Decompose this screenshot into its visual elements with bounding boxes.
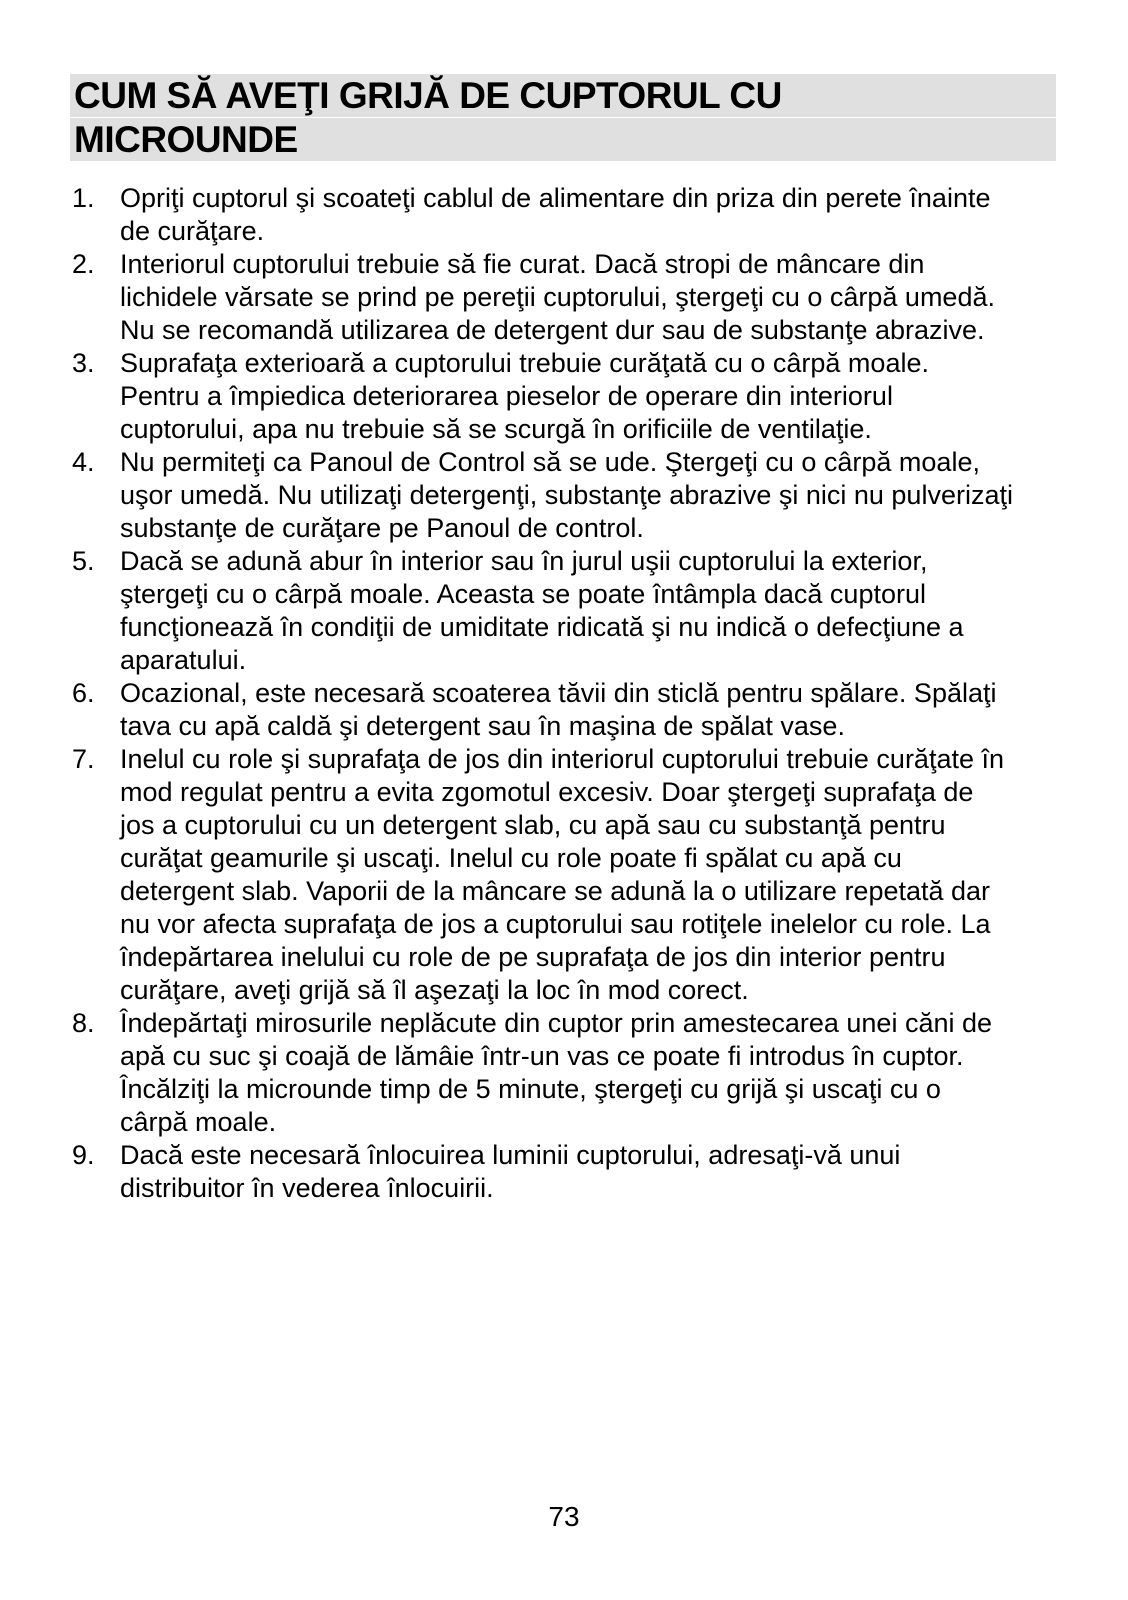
list-item: Dacă este necesară înlocuirea luminii cuptorului, adresaţi-vă unui distribuitor în vederea înlocuirii. xyxy=(120,1140,901,1203)
list-item: Îndepărtaţi mirosurile neplăcute din cuptor prin amestecarea unei căni de apă cu suc şi coajă de lămâie într-un vas ce poate fi introdus în cuptor. Încălziţi la microunde timp de 5 minute, ştergeţi cu grijă şi uscaţi cu o cârpă moale. xyxy=(120,1008,993,1137)
care-instructions-list xyxy=(72,182,1014,1205)
page-title-line-2: MICROUNDE xyxy=(70,118,1056,161)
list-item: Suprafaţa exterioară a cuptorului trebuie curăţată cu o cârpă moale. Pentru a împiedica deteriorarea pieselor de operare din interiorul cuptorului, apa nu trebuie să se scurgă în orificiile de ventilaţie. xyxy=(120,348,929,444)
list-item: Dacă se adună abur în interior sau în jurul uşii cuptorului la exterior, ştergeţi cu o cârpă moale. Aceasta se poate întâmpla dacă cuptorul funcţionează în condiţii de umiditate ridicată şi nu indică o defecţiune a aparatului. xyxy=(120,546,964,675)
page-number: 73 xyxy=(548,1501,580,1532)
list-item: Opriţi cuptorul şi scoateţi cablul de alimentare din priza din perete înainte de curăţare. xyxy=(120,183,991,246)
page-title xyxy=(70,74,1056,162)
list-item: Nu permiteţi ca Panoul de Control să se ude. Ştergeţi cu o cârpă moale, uşor umedă. Nu utilizaţi detergenţi, substanţe abrazive şi nici nu pulverizaţi substanţe de curăţare pe Panoul de control. xyxy=(120,447,1013,543)
list-item: Inelul cu role şi suprafaţa de jos din interiorul cuptorului trebuie curăţate în mod regulat pentru a evita zgomotul excesiv. Doar ştergeţi suprafaţa de jos a cuptorului cu un detergent slab, cu apă sau cu substanţă pentru curăţat geamurile şi uscaţi. Inelul cu role poate fi spălat cu apă cu detergent slab. Vaporii de la mâncare se adună la o utilizare repetată dar nu vor afecta suprafaţa de jos a cuptorului sau rotiţele inelelor cu role. La îndepărtarea inelului cu role de pe suprafaţa de jos din interior pentru curăţare, aveţi grijă să îl aşezaţi la loc în mod corect. xyxy=(120,744,1004,1005)
list-item: Ocazional, este necesară scoaterea tăvii din sticlă pentru spălare. Spălaţi tava cu apă caldă şi detergent sau în maşina de spălat vase. xyxy=(120,678,997,741)
list-item: Interiorul cuptorului trebuie să fie curat. Dacă stropi de mâncare din lichidele vărsate se prind pe pereţii cuptorului, ştergeţi cu o cârpă umedă. Nu se recomandă utilizarea de detergent dur sau de substanţe abrazive. xyxy=(120,249,995,345)
page-title-line-1: CUM SĂ AVEŢI GRIJĂ DE CUPTORUL CU xyxy=(70,74,1056,117)
